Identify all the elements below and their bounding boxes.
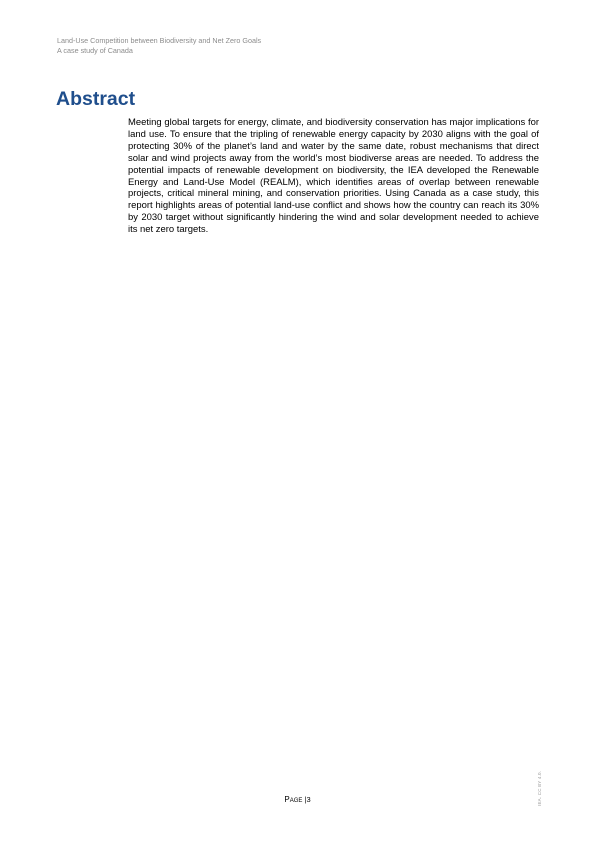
report-subtitle: A case study of Canada	[57, 45, 133, 55]
page-label: Page	[284, 795, 303, 804]
running-header	[57, 36, 261, 55]
report-title: Land-Use Competition between Biodiversity and Net Zero Goals	[57, 36, 262, 45]
abstract-paragraph: Meeting global targets for energy, climate, and biodiversity conservation has major implications for land use. To ensure that the tripling of renewable energy capacity by 2030 aligns with the goal of protecting 30% of the planet’s land and water by the same date, robust mechanisms that direct solar and wind projects away from the world’s most biodiverse areas are needed. To address the potential impacts of renewable development on biodiversity, the IEA developed the Renewable Energy and Land-Use Model (REALM), which identifies areas of overlap between renewable projects, critical mineral mining, and conservation priorities. Using Canada as a case study, this report highlights areas of potential land-use conflict and shows how the country can reach its 30% by 2030 target without significantly hindering the wind and solar development needed to achieve its net zero targets.	[128, 117, 539, 236]
section-heading: Abstract	[56, 88, 136, 110]
page-footer	[0, 795, 595, 804]
license-note: IEA. CC BY 4.0.	[537, 770, 542, 806]
page-separator: |	[304, 795, 307, 804]
page-number: 3	[306, 795, 311, 804]
